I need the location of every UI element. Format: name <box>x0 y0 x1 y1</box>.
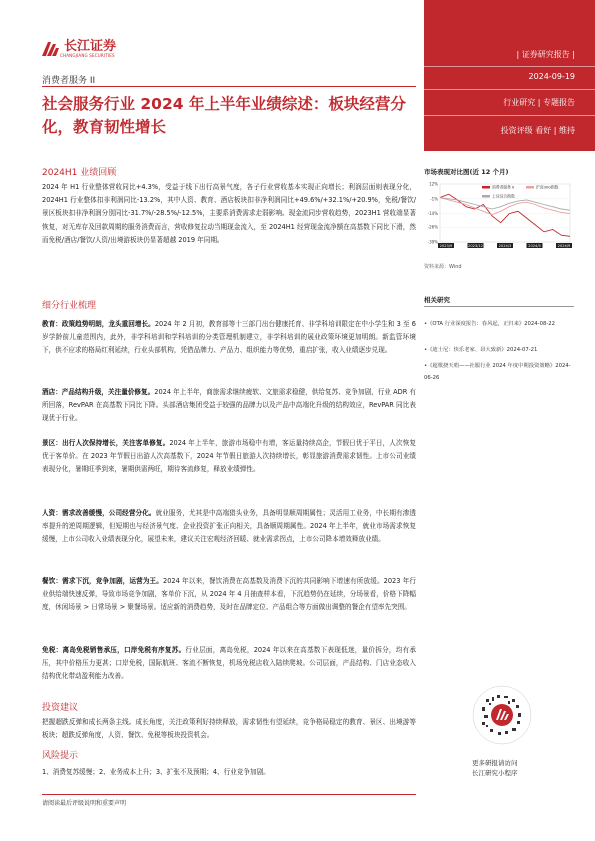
x-tick-label: 2023/12 <box>468 243 483 248</box>
y-tick-label: -1% <box>430 196 438 202</box>
panel-divider <box>424 66 595 67</box>
suggest-paragraph: 把握超跌反弹和成长两条主线。成长角度，关注政策利好持续释放，需求韧性有望延续，竞争格局稳定的教育、景区、出境游等板块；超跌反弹角度，人资、餐饮、免税等板块投资机会。 <box>42 718 416 740</box>
education-lead: 教育：政策趋势明朗，龙头重回增长。 <box>42 320 155 328</box>
chart-title: 市场表现对比图(近 12 个月) <box>424 168 509 176</box>
dining-body: 2024 年以来，餐饮消费在高基数及消费下沉的共同影响下增速有所放缓。2023 年行业供给端快速反弹，导致市场竞争加剧，客单价下沉，从 2024 年 4 月抽查样本看，下沉趋势仍在延续，分场景看，价格下降幅度，休闲场景 > 日常场景 > 聚餐场景。适应新的消费趋势，及时在品牌定位、产品组合等方面做出调整的餐企有望率先突围。 <box>42 577 416 612</box>
hotel-paragraph <box>42 386 416 426</box>
report-type: | 证券研究报告 | <box>516 50 575 59</box>
market-performance-chart <box>424 178 574 254</box>
legend-label: 消费者服务 II <box>492 184 515 190</box>
report-title: 社会服务行业 2024 年上半年业绩综述：板块经营分化，教育韧性增长 <box>42 95 406 136</box>
investment-rating: 投资评级 看好 | 维持 <box>500 126 575 135</box>
related-divider <box>424 306 574 307</box>
hr-paragraph <box>42 507 416 547</box>
risk-paragraph: 1、消费复苏缓慢；2、业务成本上升；3、扩张不及预期；4、行业竞争加剧。 <box>42 768 270 776</box>
report-subtype: 行业研究 | 专题报告 <box>503 98 575 107</box>
footer-divider <box>42 794 416 795</box>
panel-divider <box>424 115 595 116</box>
legend-label: 沪深300指数 <box>536 184 559 190</box>
y-tick-label: -26% <box>427 224 438 230</box>
logo-center-icon <box>491 704 513 726</box>
related-item[interactable]: •《超歌挠天唱——社服行业 2024 年度中期投资策略》2024-06-26 <box>424 363 571 381</box>
education-paragraph <box>42 318 416 358</box>
review-paragraph: 2024 年 H1 行业整体营收同比+4.3%，受益于线下出行高景气度，各子行业营收基本实现正向增长；利润层面则表现分化，2024H1 行业整体扣非利润同比-13.2%，其中人资、教育、酒店板块扣非净利润同比+49.6%/+32.1%/+20.9%，免税/餐饮/景区板块扣非净利润分别同比-31.7%/-28.5%/-12.5%，主要系消费需求走弱影响。现金流同步营收趋势，2023H1 营收端显著恢复，对无库存及回款周期的服务消费而言，营收修复拉动当期现金流入，至 2024H1 经营现金流净额在高基数下同比下滑，然而免税/酒店/餐饮/人资/出境游板块仍显著超越 2019 年同期。 <box>42 183 416 244</box>
x-tick-label: 2024/9 <box>557 243 571 248</box>
dutyfree-paragraph <box>42 644 416 684</box>
hr-body: 就业服务，尤其是中高端猎头业务，具备明显顺周期属性；灵活用工业务，中长期有渗透率提升的逆周期逻辑，但短期也与经济景气度、企业投资扩张正向相关，具备顺周期属性。2024 年上半年，就业市场需求恢复缓慢，上市公司收入业绩表现分化，展望未来，建议关注宏观经济回暖、就业需求拐点，上市公司降本增效释放业绩。 <box>42 509 416 544</box>
company-logo <box>40 40 116 58</box>
education-body: 2024 年 2 月初，教育部等十三部门出台健康托育、非学科培训限定在中小学生和 3 至 6 岁学龄前儿童范围内，此外，非学科培训和学科培训的分类管理机制建立，非学科培训的展业政策环境更加明朗。新监管环境下，供不应求的格局红利延续，行业头部机构，凭借品牌力、产品力、组织能力等优势，重启扩张，收入业绩逐步兑现。 <box>42 320 416 355</box>
qr-caption <box>472 758 562 778</box>
chart-source: 资料来源：Wind <box>424 264 462 270</box>
legend-swatch <box>482 186 490 189</box>
changjiang-logo-icon <box>40 40 60 58</box>
dutyfree-lead: 免税：离岛免税销售承压，口岸免税有序复苏。 <box>42 646 186 654</box>
scenic-lead: 景区：出行人次保持增长，关注客单修复。 <box>42 439 170 447</box>
dining-lead: 餐饮：需求下沉，竞争加剧，运营为王。 <box>42 577 163 585</box>
dining-paragraph <box>42 575 416 615</box>
hotel-body: 2024 年上半年，商旅需求继续疲软、文旅需求稳健，供给复苏、竞争加剧，行业 ADR 有所回落，RevPAR 在高基数下同比下降。头部酒店集团受益于较强的品牌力以及产品中高端化升级的结构效应，RevPAR 同比表现优于行业。 <box>42 388 416 423</box>
scenic-body: 2024 年上半年，旅游市场稳中有增，客运量持续高企，节假日优于平日，人次恢复优于客单价。在 2023 年节假日出游人次高基数下，2024 年节假日旅游人次持续增长，彰显旅游消费需求韧性。上市公司业绩表现分化，暑期旺季到来，暑期供需两旺，期待客流修复，释放业绩弹性。 <box>42 439 417 474</box>
industry-category: 消费者服务 II <box>42 76 96 86</box>
related-item[interactable]: •《迪士尼：快乐老家、昂大致新》2024-07-21 <box>424 347 538 353</box>
y-tick-label: 12% <box>429 181 438 187</box>
hr-lead: 人资：需求改善缓慢，公司经营分化。 <box>42 509 156 517</box>
legend-label: 上证综合指数 <box>492 193 515 199</box>
footer-disclaimer: 请阅读最后评级说明和重要声明 <box>42 800 127 807</box>
section-heading-review: 2024H1 业绩回顾 <box>42 168 117 178</box>
related-item[interactable]: •《OTA 行业深度报告：春风起，正归来》2024-08-22 <box>424 321 555 327</box>
header-divider <box>42 86 416 87</box>
section-heading-suggest: 投资建议 <box>42 703 79 713</box>
section-heading-detail: 细分行业梳理 <box>42 301 97 311</box>
logo-subtext: CHANGJIANG SECURITIES <box>60 53 115 58</box>
y-tick-label: -14% <box>427 211 438 217</box>
section-heading-risk: 风险提示 <box>42 751 79 761</box>
dutyfree-body: 行业层面，离岛免税，2024 年以来在高基数下表现低迷，量价拆分，均有承压，其中价格压力更甚；口岸免税，国际航班、客流不断恢复，机场免税店收入陆续爬坡。公司层面，产品结构、门店业态收入结构优化带动盈利能力改善。 <box>42 646 416 681</box>
legend-swatch <box>526 186 534 189</box>
x-tick-label: 2024/3 <box>498 243 512 248</box>
mini-program-qr-code[interactable] <box>472 685 532 745</box>
qr-caption-line: 更多研报请访问 <box>472 759 518 767</box>
hotel-lead: 酒店：产品结构升级，关注量价修复。 <box>42 388 155 396</box>
panel-divider <box>424 89 595 90</box>
related-research-title: 相关研究 <box>424 296 450 304</box>
scenic-paragraph <box>42 437 416 477</box>
y-tick-label: -39% <box>427 239 438 245</box>
report-date: 2024-09-19 <box>528 72 575 81</box>
x-tick-label: 2023/9 <box>439 243 453 248</box>
legend-swatch <box>482 195 490 198</box>
report-info-panel <box>424 0 595 151</box>
logo-text: 长江证券 <box>64 39 117 54</box>
qr-caption-line: 长江研究小程序 <box>472 769 518 777</box>
x-tick-label: 2024/5 <box>528 243 541 248</box>
